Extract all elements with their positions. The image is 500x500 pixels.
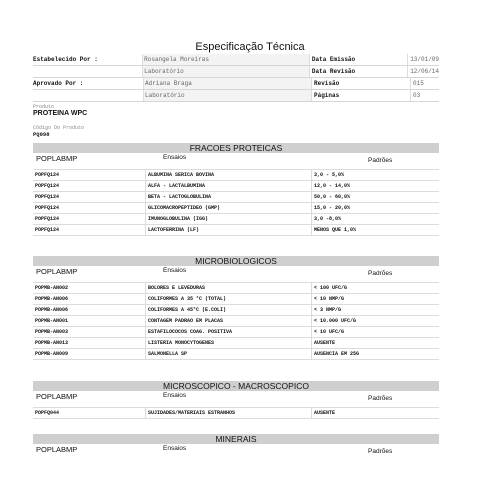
row-standard: MENOS QUE 1,0%	[311, 225, 439, 235]
row-code: POPFQ124	[35, 216, 60, 222]
row-test: COLIFORMES A 45°C (E.COLI)	[145, 305, 311, 315]
table-row	[33, 224, 439, 236]
row-code: POPMB-AN003	[35, 329, 69, 335]
page-title: Especificação Técnica	[195, 41, 305, 53]
row-code: POPMB-AN013	[35, 340, 69, 346]
section-rows	[33, 282, 439, 360]
column-header-standards: Padrões	[368, 448, 393, 455]
row-code: POPMB-AN002	[35, 285, 69, 291]
row-standard: < 100 UFC/G	[311, 283, 439, 293]
header-label-2: Páginas	[311, 90, 410, 101]
section-title: FRACOES PROTEICAS	[33, 143, 439, 153]
section-rows	[33, 169, 439, 236]
product-label: Produto	[33, 104, 55, 110]
section-minerais	[33, 434, 439, 460]
row-code: POPMB-AN001	[35, 318, 69, 324]
row-standard: 12,0 - 14,0%	[311, 181, 439, 191]
header-label-2: Revisão	[311, 78, 410, 89]
row-standard: 3,0 - 5,0%	[311, 170, 439, 180]
header-value: Adriana Braga	[143, 78, 311, 89]
row-standard: 3,0 -8,0%	[311, 214, 439, 224]
header-value: Laboratório	[142, 66, 309, 77]
row-standard: AUSENTE	[311, 338, 439, 348]
column-header-tests: Ensaios	[163, 392, 187, 399]
row-standard: AUSENTE	[311, 408, 439, 418]
column-header-code: POPLABMP	[36, 267, 78, 276]
column-header-tests: Ensaios	[163, 445, 187, 452]
table-row	[33, 282, 439, 293]
header-value-2: 015	[410, 78, 439, 89]
section-microscopico-macroscopico	[33, 381, 439, 419]
column-header-code: POPLABMP	[36, 392, 78, 401]
header-value-2: 03	[410, 90, 439, 101]
column-header-standards: Padrões	[368, 395, 393, 402]
header-label	[33, 90, 143, 101]
row-test: SUJIDADES/MATERIAIS ESTRANHOS	[145, 408, 311, 418]
row-standard: 50,0 - 60,0%	[311, 192, 439, 202]
row-code: POPFQ044	[35, 410, 60, 416]
header-value: Laboratório	[143, 90, 311, 101]
header-value: Rosangela Moreiras	[142, 54, 309, 65]
row-code: POPMB-AN006	[35, 296, 69, 302]
row-test: COLIFORMES A 35 °C (TOTAL)	[145, 294, 311, 304]
table-row	[33, 191, 439, 202]
row-standard: < 3 NMP/G	[311, 305, 439, 315]
header-row	[33, 90, 439, 102]
header-value-2: 12/06/14	[407, 66, 439, 77]
product-name: PROTEINA WPC	[33, 110, 88, 117]
row-standard: < 10.000 UFC/G	[311, 316, 439, 326]
section-title: MINERAIS	[33, 434, 439, 444]
header-label: Aprovado Por :	[33, 80, 84, 87]
header-value-2: 13/01/09	[407, 54, 439, 65]
column-header	[33, 391, 439, 407]
header-row	[33, 78, 439, 90]
section-title: MICROSCOPICO - MACROSCOPICO	[33, 381, 439, 391]
column-header	[33, 153, 439, 169]
column-header-tests: Ensaios	[163, 267, 187, 274]
header-row	[33, 66, 439, 78]
row-code: POPFQ124	[35, 205, 60, 211]
column-header	[33, 266, 439, 282]
row-code: POPFQ124	[35, 194, 60, 200]
column-header-standards: Padrões	[368, 270, 393, 277]
section-fracoes-proteicas	[33, 143, 439, 236]
table-row	[33, 337, 439, 348]
row-code: POPFQ124	[35, 227, 60, 233]
row-standard: 15,0 - 20,0%	[311, 203, 439, 213]
row-test: SALMONELLA SP	[145, 349, 311, 359]
table-row	[33, 304, 439, 315]
table-row	[33, 348, 439, 360]
section-rows	[33, 407, 439, 419]
row-standard: < 10 UFC/G	[311, 327, 439, 337]
product-code: PQ098	[33, 131, 50, 138]
header-label: Estabelecido Por :	[33, 56, 98, 63]
column-header-tests: Ensaios	[163, 154, 187, 161]
row-test: GLICOMACROPEPTIDEO (GMP)	[145, 203, 311, 213]
table-row	[33, 180, 439, 191]
row-test: BETA - LACTOGLOBULINA	[145, 192, 311, 202]
row-test: CONTAGEM PADRAO EM PLACAS	[145, 316, 311, 326]
table-row	[33, 326, 439, 337]
table-row	[33, 169, 439, 180]
section-microbiologicos	[33, 256, 439, 360]
header-row	[33, 54, 439, 66]
column-header-code: POPLABMP	[36, 154, 78, 163]
table-row	[33, 293, 439, 304]
column-header	[33, 444, 439, 460]
row-test: BOLORES E LEVEDURAS	[145, 283, 311, 293]
table-row	[33, 407, 439, 419]
header-label-2: Data Revisão	[309, 66, 407, 77]
row-test: IMUNOGLOBULINA (IGG)	[145, 214, 311, 224]
row-test: ALBUMINA SERICA BOVINA	[145, 170, 311, 180]
row-test: LISTERIA MONOCYTOGENES	[145, 338, 311, 348]
product-code-label: Código Do Produto	[33, 125, 85, 131]
header-label-2: Data Emissão	[309, 54, 407, 65]
row-code: POPMB-AN009	[35, 351, 69, 357]
row-code: POPFQ124	[35, 172, 60, 178]
row-test: LACTOFERRINA (LF)	[145, 225, 311, 235]
header-info-table	[33, 54, 439, 102]
table-row	[33, 202, 439, 213]
row-code: POPMB-AN006	[35, 307, 69, 313]
row-code: POPFQ124	[35, 183, 60, 189]
section-title: MICROBIOLOGICOS	[33, 256, 439, 266]
row-standard: < 10 NMP/G	[311, 294, 439, 304]
table-row	[33, 213, 439, 224]
table-row	[33, 315, 439, 326]
row-test: ALFA - LACTALBUMINA	[145, 181, 311, 191]
row-standard: AUSENCIA EM 25G	[311, 349, 439, 359]
header-label	[33, 66, 142, 77]
row-test: ESTAFILOCOCOS COAG. POSITIVA	[145, 327, 311, 337]
column-header-code: POPLABMP	[36, 445, 78, 454]
column-header-standards: Padrões	[368, 157, 393, 164]
